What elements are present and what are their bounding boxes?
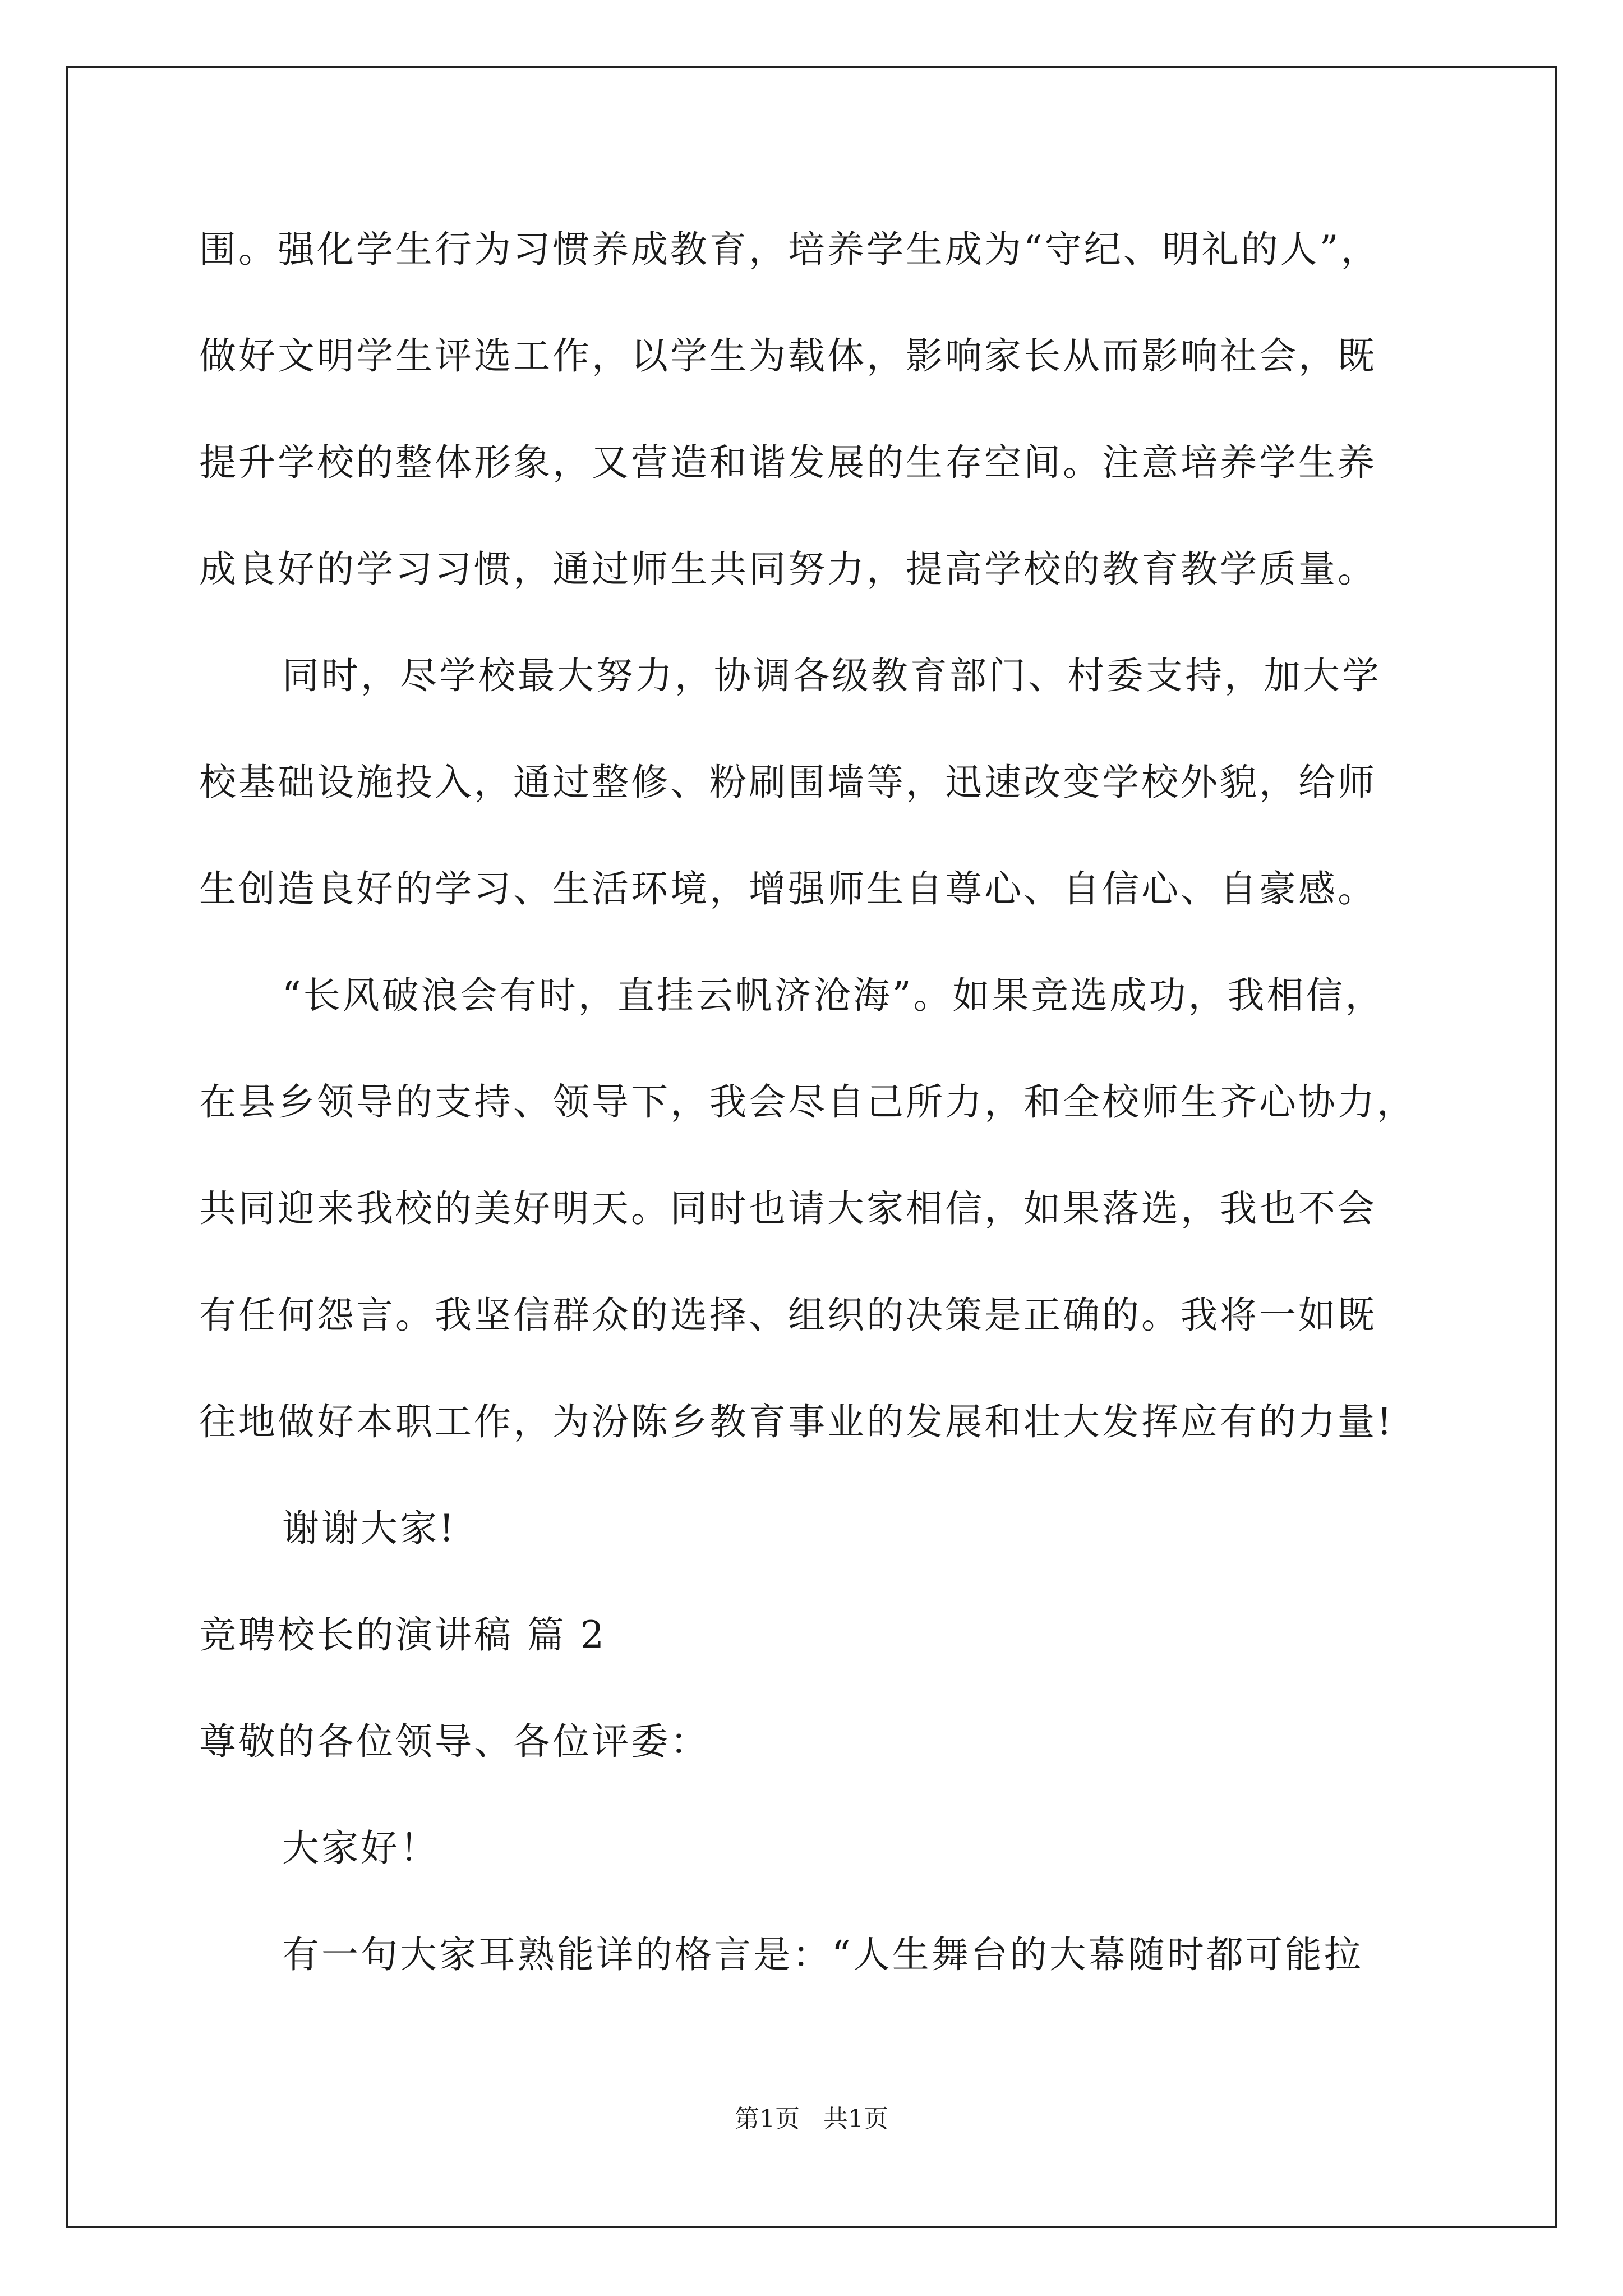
page-footer xyxy=(0,2102,1623,2136)
section-heading: 竞聘校长的演讲稿 篇 2 xyxy=(199,1613,606,1657)
paragraph-line: 往地做好本职工作，为汾陈乡教育事业的发展和壮大发挥应有的力量! xyxy=(199,1400,1394,1443)
page-number: 第1页 xyxy=(735,2105,800,2133)
paragraph-line: 在县乡领导的支持、领导下，我会尽自己所力，和全校师生齐心协力， xyxy=(199,1080,1416,1124)
paragraph-line: 成良好的学习习惯，通过师生共同努力，提高学校的教育教学质量。 xyxy=(199,547,1377,591)
paragraph-line: 同时，尽学校最大努力，协调各级教育部门、村委支持，加大学 xyxy=(282,654,1381,697)
paragraph-line: 围。强化学生行为习惯养成教育，培养学生成为“守纪、明礼的人”， xyxy=(199,228,1380,271)
salutation: 尊敬的各位领导、各位评委： xyxy=(199,1720,709,1763)
paragraph-line: 共同迎来我校的美好明天。同时也请大家相信，如果落选，我也不会 xyxy=(199,1187,1377,1230)
paragraph-line: 有任何怨言。我坚信群众的选择、组织的决策是正确的。我将一如既 xyxy=(199,1294,1377,1337)
page-total: 共1页 xyxy=(823,2105,888,2133)
paragraph-line: 生创造良好的学习、生活环境，增强师生自尊心、自信心、自豪感。 xyxy=(199,867,1377,910)
paragraph-line: “长风破浪会有时，直挂云帆济沧海”。如果竞选成功，我相信， xyxy=(282,974,1385,1017)
paragraph-line: 谢谢大家! xyxy=(282,1507,457,1550)
greeting: 大家好！ xyxy=(282,1826,439,1870)
paragraph-line: 校基础设施投入，通过整修、粉刷围墙等，迅速改变学校外貌，给师 xyxy=(199,761,1377,804)
paragraph-line: 有一句大家耳熟能详的格言是：“人生舞台的大幕随时都可能拉 xyxy=(282,1933,1363,1976)
page-border xyxy=(66,66,1557,2228)
paragraph-line: 做好文明学生评选工作，以学生为载体，影响家长从而影响社会，既 xyxy=(199,334,1377,378)
paragraph-line: 提升学校的整体形象，又营造和谐发展的生存空间。注意培养学生养 xyxy=(199,441,1377,484)
